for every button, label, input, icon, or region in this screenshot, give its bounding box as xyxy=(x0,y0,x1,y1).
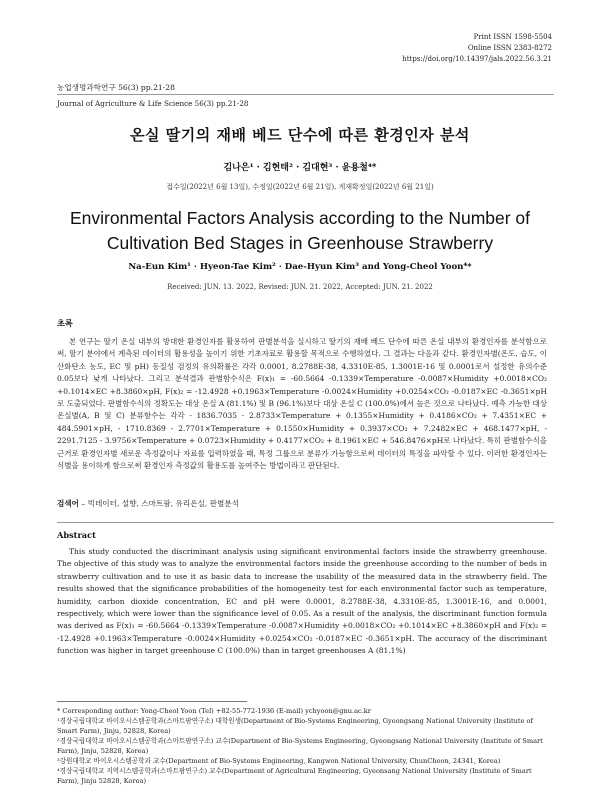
section-divider xyxy=(57,522,554,523)
korean-abstract-body: 본 연구는 딸기 온실 내부의 방대한 환경인자를 활용하여 판별분석을 실시하고 딸기의 재배 베드 단수에 따른 온실 내부의 환경인자를 분석함으로써, 딸기 분야에서 계측된 데이터의 활용성을 높이기 위한 기초자료로 활용할 목적으로 수행하였다. 그 결과는 다음과 같다. 환경인자별(온도, 습도, 이산화탄소 농도, EC 및 pH) 동질성 검정의 유의확률은 각각 0.0001, 8.2788E-38, 4.3310E-85, 1.3001E-16 및 0.0001로서 설정한 유의수준 0.05보다 낮게 나타났다. 그리고 분석결과 판별함수식은 F(x)₁ = -60.5664 -0.1339×Temperature -0.0087×Humidity +0.0018×CO₂ +0.1014×EC +8.3860×pH, F(x)₂ = -12.4928 +0.1963×Temperature -0.0024×Humidity +0.0254×CO₂ -0.0187×EC -0.3651×pH로 도출되었다. 판별함수식의 정확도는 대상 온실 A (81.1%) 및 B (96.1%)보다 대상 온실 C (100.0%)에서 높은 것으로 나타났다. 예측 가능한 대상 온실별(A, B 및 C) 분류함수는 각각 - 1836.7035 - 2.8733×Temperature + 0.1355×Humidity + 0.4186×CO₂ + 7.4351×EC + 484.5901×pH, - 1710.8369 - 2.7701×Temperature + 0.1550×Humidity + 0.3937×CO₂ + 7.2482×EC + 468.1477×pH, - 2291.7125 - 3.9756×Temperature + 0.0723×Humidity + 0.4177×CO₂ + 8.1961×EC + 546.8476×pH로 나타났다. 특히 판별함수식을 근거로 환경인자별 새로운 측정값이나 자료를 입력하였을 때, 특정 그룹으로 분류가 가능함으로써 데이터의 특징을 파악할 수 있다. 이러한 환경인자는 식별을 용이하게 함으로써 환경인자 측정값의 활용도를 높여주는 방법이라고 판단된다. xyxy=(57,337,547,471)
journal-title-korean: 농업생명과학연구 56(3) pp.21-28 xyxy=(57,83,175,92)
korean-dates: 접수일(2022년 6월 13일), 수정일(2022년 6월 21일), 게재확정일(2022년 6월 21일) xyxy=(166,183,434,191)
english-abstract-body: This study conducted the discriminant analysis using significant environmental factors inside the strawberry greenhouse. The objective of this study was to analyze the environmental factors inside the greenhouse according to the number of beds in strawberry cultivation and to use it as basic data to increase the usability of the measured data in the strawberry field. The results showed that the significance probabilities of the homogeneity test for each environmental factor such as temperature, humidity, carbon dioxide concentration, EC and pH were 0.0001, 8.2788E-38, 4.3310E-85, 1.3001E-16, and 0.0001, respectively, which were lower than the significance level of 0.05. As a result of the analysis, the discriminant function formula was derived as F(x)₁ = -60.5664 -0.1339×Temperature -0.0087×Humidity +0.0018×CO₂ +0.1014×EC +8.3860×pH and F(x)₂ = -12.4928 +0.1963×Temperature -0.0024×Humidity +0.0254×CO₂ -0.0187×EC -0.3651×pH. The accuracy of the discriminant function was higher in target greenhouse C (100.0%) than in target greenhouses A (81.1%) xyxy=(57,547,547,656)
english-abstract-heading: Abstract xyxy=(57,530,96,540)
english-dates: Received: JUN. 13. 2022, Revised: JUN. 21. 2022, Accepted: JUN. 21. 2022 xyxy=(167,283,433,291)
issn-block xyxy=(402,32,552,65)
footnotes xyxy=(57,706,547,786)
english-title-line-1: Environmental Factors Analysis according to the Number of xyxy=(69,208,531,228)
footnote-3: ³강원대학교 바이오시스템공학과 교수(Department of Bio-Systems Engineering, Kangwon National University, ChunCheon, 24341, Korea) xyxy=(57,757,501,765)
keywords-label: 검색어 xyxy=(57,499,80,508)
print-issn: Print ISSN 1598-5504 xyxy=(473,33,552,41)
footnote-corresponding: * Corresponding author: Yong-Cheol Yoon (Tel) +82-55-772-1936 (E-mail) ychyoon@gnu.ac.kr xyxy=(57,707,371,715)
english-title xyxy=(0,206,600,256)
korean-abstract-heading: 초록 xyxy=(57,318,73,328)
english-authors: Na-Eun Kim¹ · Hyeon-Tae Kim² · Dae-Hyun Kim³ and Yong-Cheol Yoon⁴* xyxy=(128,262,472,272)
keywords xyxy=(57,498,239,509)
journal-title-english: Journal of Agriculture & Life Science 56(3) pp.21-28 xyxy=(57,99,249,108)
footnote-2: ²경상국립대학교 바이오시스템공학과(스마트팜연구소) 교수(Department of Bio-Systems Engineering, Gyeongsang National University (Institute of Smart Farm), Jinju, 52828, Korea) xyxy=(57,737,543,755)
footnote-divider xyxy=(57,701,247,702)
header-divider xyxy=(57,94,554,95)
online-issn: Online ISSN 2383-8272 xyxy=(467,44,552,52)
doi-link[interactable]: https://doi.org/10.14397/jals.2022.56.3.21 xyxy=(402,55,552,63)
english-title-line-2: Cultivation Bed Stages in Greenhouse Strawberry xyxy=(106,233,494,253)
korean-authors: 김나은¹ · 김현태² · 김대현³ · 윤용철⁴* xyxy=(223,163,377,173)
keywords-text: – 빅데이터, 설향, 스마트팜, 유리온실, 판별분석 xyxy=(79,499,239,508)
korean-title: 온실 딸기의 재배 베드 단수에 따른 환경인자 분석 xyxy=(130,126,470,144)
footnote-1: ¹경상국립대학교 바이오시스템공학과(스마트팜연구소) 대학원생(Department of Bio-Systems Engineering, Gyeongsang National University (Institute of Smart Farm), Jinju, 52828, Korea) xyxy=(57,717,533,735)
footnote-4: ⁴경상국립대학교 지역시스템공학과(스마트팜연구소) 교수(Department of Agricultural Engineering, Gyeonsang National University (Institute of Smart Farm), Jinju 52828, Korea) xyxy=(57,767,532,785)
